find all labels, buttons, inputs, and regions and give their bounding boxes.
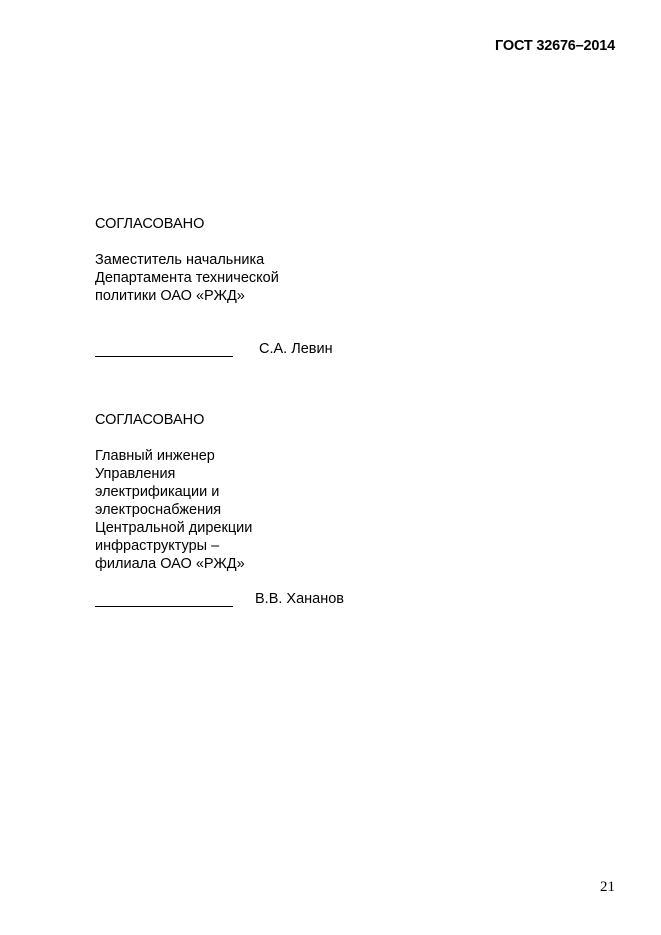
signatory-name: В.В. Хананов xyxy=(255,591,345,607)
position-line: политики ОАО «РЖД» xyxy=(95,288,245,304)
signature-line xyxy=(95,356,233,357)
position-line: Заместитель начальника xyxy=(95,252,265,268)
position-line: инфраструктуры – xyxy=(95,538,220,554)
position-line: филиала ОАО «РЖД» xyxy=(95,556,245,572)
document-code: ГОСТ 32676–2014 xyxy=(495,38,615,54)
page-number: 21 xyxy=(600,879,615,895)
approval-heading: СОГЛАСОВАНО xyxy=(95,412,205,428)
signature-line xyxy=(95,606,233,607)
position-line: электрификации и xyxy=(95,484,220,500)
position-line: Департамента технической xyxy=(95,270,279,286)
position-line: Главный инженер xyxy=(95,448,215,464)
position-line: Центральной дирекции xyxy=(95,520,253,536)
approval-block-1 xyxy=(95,215,279,305)
approval-heading: СОГЛАСОВАНО xyxy=(95,216,205,232)
position-line: Управления xyxy=(95,466,176,482)
signatory-name: С.А. Левин xyxy=(259,341,333,357)
position-line: электроснабжения xyxy=(95,502,222,518)
approval-block-2 xyxy=(95,411,252,573)
